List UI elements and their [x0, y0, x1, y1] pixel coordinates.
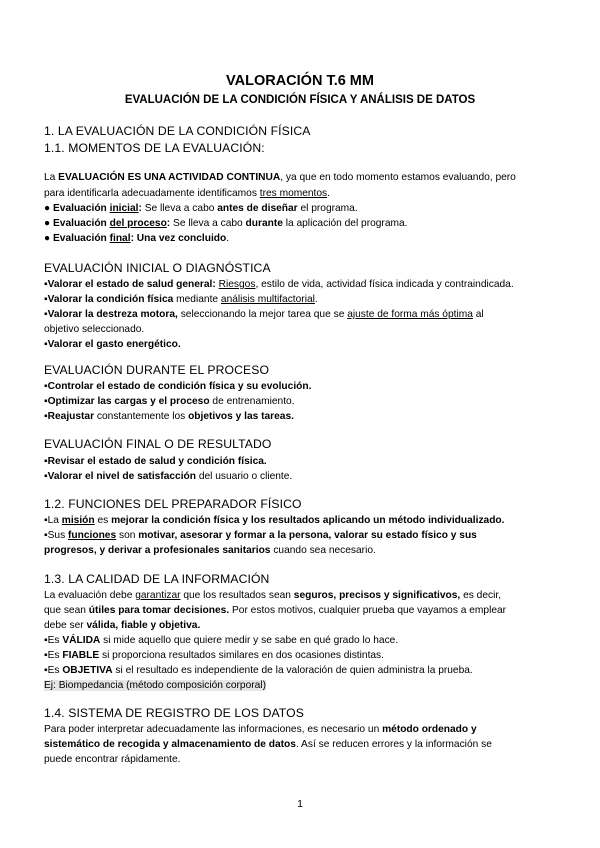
moment-item-final: ● Evaluación final: Una vez concluido. — [44, 233, 230, 244]
intro-line-1: La EVALUACIÓN ES UNA ACTIVIDAD CONTINUA, ya que en todo momento estamos evaluando, pero — [44, 172, 516, 183]
square-bullet-icon: ▪ — [44, 650, 48, 661]
quality-paragraph-line-2: que sean útiles para tomar decisiones. Por estos motivos, cualquier prueba que vayamos a emplear — [44, 605, 507, 616]
square-bullet-icon: ▪ — [44, 381, 48, 392]
quality-item-valid: ▪Es VÁLIDA si mide aquello que quiere medir y se sabe en qué grado lo hace. — [44, 635, 399, 646]
moment-item-process: ● Evaluación del proceso: Se lleva a cabo durante la aplicación del programa. — [44, 218, 408, 229]
document-subtitle: EVALUACIÓN DE LA CONDICIÓN FÍSICA Y ANÁLISIS DE DATOS — [124, 94, 476, 106]
square-bullet-icon: ▪ — [44, 294, 48, 305]
square-bullet-icon: ▪ — [44, 456, 48, 467]
quality-item-objective: ▪Es OBJETIVA si el resultado es independiente de la valoración de quien administra la prueba. — [44, 665, 473, 676]
square-bullet-icon: ▪ — [44, 411, 48, 422]
heading-final-evaluation: EVALUACIÓN FINAL O DE RESULTADO — [44, 437, 272, 451]
heading-initial-evaluation: EVALUACIÓN INICIAL O DIAGNÓSTICA — [44, 261, 271, 275]
square-bullet-icon: ▪ — [44, 515, 48, 526]
quality-paragraph-line-3: debe ser válida, fiable y objetiva. — [44, 620, 201, 631]
section-heading-1-2: 1.2. FUNCIONES DEL PREPARADOR FÍSICO — [44, 497, 302, 511]
square-bullet-icon: ▪ — [44, 396, 48, 407]
quality-example: Ej: Biompedancia (método composición corporal) — [44, 680, 266, 691]
process-item-1: ▪Controlar el estado de condición física y su evolución. — [44, 381, 312, 392]
bullet-icon: ● — [44, 233, 53, 244]
heading-process-evaluation: EVALUACIÓN DURANTE EL PROCESO — [44, 363, 270, 377]
initial-item-1: ▪Valorar el estado de salud general: Riesgos, estilo de vida, actividad física indicada y contraindicada. — [44, 279, 514, 290]
initial-item-2: ▪Valorar la condición física mediante análisis multifactorial. — [44, 294, 318, 305]
quality-item-reliable: ▪Es FIABLE si proporciona resultados similares en dos ocasiones distintas. — [44, 650, 384, 661]
functions-item-2-cont: progresos, y derivar a profesionales sanitarios cuando sea necesario. — [44, 545, 376, 556]
square-bullet-icon: ▪ — [44, 665, 48, 676]
square-bullet-icon: ▪ — [44, 635, 48, 646]
square-bullet-icon: ▪ — [44, 339, 48, 350]
final-item-2: ▪Valorar el nivel de satisfacción del usuario o cliente. — [44, 471, 293, 482]
intro-line-2: para identificarla adecuadamente identificamos tres momentos. — [44, 188, 330, 199]
section-heading-1: 1. LA EVALUACIÓN DE LA CONDICIÓN FÍSICA — [44, 124, 311, 138]
registry-paragraph-line-3: puede encontrar rápidamente. — [44, 754, 181, 765]
square-bullet-icon: ▪ — [44, 471, 48, 482]
final-item-1: ▪Revisar el estado de salud y condición física. — [44, 456, 267, 467]
initial-item-4: ▪Valorar el gasto energético. — [44, 339, 181, 350]
section-heading-1-4: 1.4. SISTEMA DE REGISTRO DE LOS DATOS — [44, 706, 304, 720]
square-bullet-icon: ▪ — [44, 279, 48, 290]
moment-item-initial: ● Evaluación inicial: Se lleva a cabo antes de diseñar el programa. — [44, 203, 358, 214]
functions-item-1: ▪La misión es mejorar la condición física y los resultados aplicando un método individualizado. — [44, 515, 505, 526]
functions-item-2: ▪Sus funciones son motivar, asesorar y formar a la persona, valorar su estado físico y sus — [44, 530, 477, 541]
process-item-3: ▪Reajustar constantemente los objetivos y las tareas. — [44, 411, 294, 422]
square-bullet-icon: ▪ — [44, 309, 48, 320]
initial-item-3-cont: objetivo seleccionado. — [44, 324, 145, 335]
bullet-icon: ● — [44, 218, 53, 229]
section-heading-1-1: 1.1. MOMENTOS DE LA EVALUACIÓN: — [44, 141, 265, 155]
page-number: 1 — [297, 798, 303, 810]
registry-paragraph-line-2: sistemático de recogida y almacenamiento de datos. Así se reducen errores y la información se — [44, 739, 492, 750]
bullet-icon: ● — [44, 203, 53, 214]
document-title: VALORACIÓN T.6 MM — [226, 73, 374, 89]
quality-paragraph-line-1: La evaluación debe garantizar que los resultados sean seguros, precisos y significativos, es decir, — [44, 590, 502, 601]
initial-item-3: ▪Valorar la destreza motora, seleccionando la mejor tarea que se ajuste de forma más óptima al — [44, 309, 484, 320]
registry-paragraph-line-1: Para poder interpretar adecuadamente las informaciones, es necesario un método ordenado y — [44, 724, 477, 735]
square-bullet-icon: ▪ — [44, 530, 48, 541]
process-item-2: ▪Optimizar las cargas y el proceso de entrenamiento. — [44, 396, 295, 407]
section-heading-1-3: 1.3. LA CALIDAD DE LA INFORMACIÓN — [44, 572, 270, 586]
